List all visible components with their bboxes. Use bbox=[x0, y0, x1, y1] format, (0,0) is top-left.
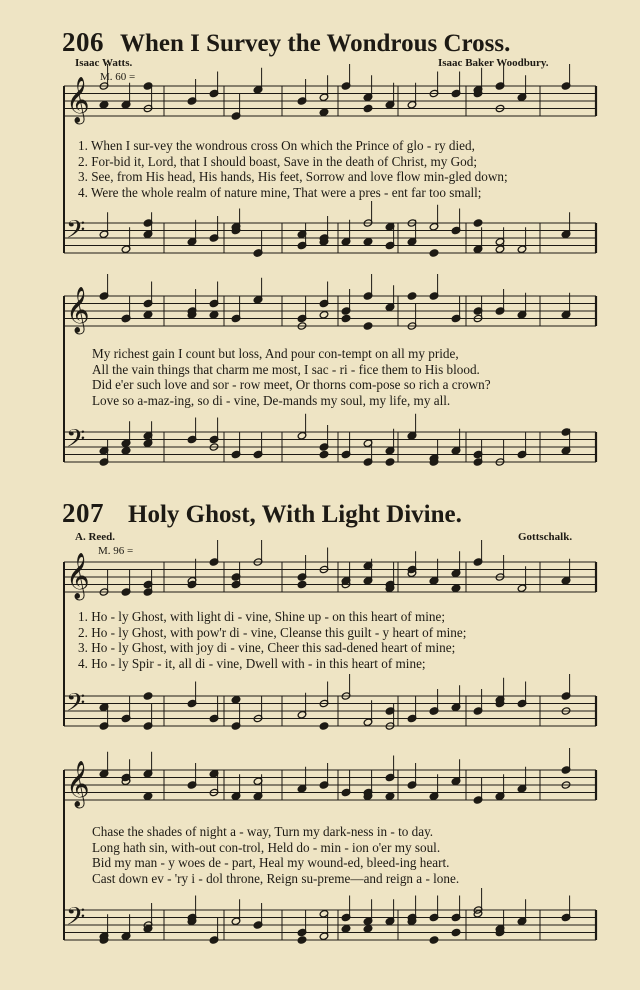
verse-line: Bid my man - y woes de - part, Heal my wound-ed, bleed-ing heart. bbox=[92, 855, 450, 871]
treble-clef-icon: 𝄞 bbox=[66, 761, 90, 807]
note-head bbox=[429, 936, 439, 944]
verse-line: Love so a-maz-ing, so di - vine, De-mands my soul, my life, my all. bbox=[92, 392, 451, 408]
note-head bbox=[363, 104, 373, 112]
verse-line: 2. For-bid it, Lord, that I should boast, Save in the death of Christ, my God; bbox=[78, 153, 477, 169]
note-head bbox=[319, 450, 329, 458]
note-head bbox=[429, 249, 439, 257]
verse-line: Did e'er such love and sor - row meet, Or thorns com-pose so rich a crown? bbox=[92, 377, 491, 393]
note-head bbox=[363, 925, 373, 933]
note-head bbox=[429, 707, 439, 715]
verse-line: 3. See, from His head, His hands, His feet, Sorrow and love flow min-gled down; bbox=[78, 169, 508, 185]
tempo-marking: M. 96 = bbox=[98, 545, 134, 557]
verse-line: Chase the shades of night a - way, Turn my dark-ness in - to day. bbox=[92, 824, 434, 839]
note-head bbox=[363, 322, 373, 330]
bass-clef-icon: 𝄢 bbox=[66, 215, 86, 251]
verse-line: 1. When I sur-vey the wondrous cross On which the Prince of glo - ry died, bbox=[78, 138, 475, 153]
note-head bbox=[473, 219, 483, 227]
verse-line: Cast down ev - 'ry i - dol throne, Reign su-preme—and reign a - lone. bbox=[92, 870, 460, 886]
note-head bbox=[385, 458, 395, 466]
bass-clef-icon: 𝄢 bbox=[66, 688, 86, 724]
verse-line: 2. Ho - ly Ghost, with pow'r di - vine, Cleanse this guilt - y heart of mine; bbox=[78, 624, 467, 640]
hymn-title: When I Survey the Wondrous Cross. bbox=[120, 30, 511, 57]
hymn-number: 206 bbox=[62, 27, 104, 57]
note-head bbox=[121, 447, 131, 455]
hymn-number: 207 bbox=[62, 498, 104, 528]
note-head bbox=[341, 314, 351, 322]
bass-clef-icon: 𝄢 bbox=[66, 424, 86, 460]
bass-clef-icon: 𝄢 bbox=[66, 902, 86, 938]
verse-line: My richest gain I count but loss, And pour con-tempt on all my pride, bbox=[92, 346, 459, 361]
note-head bbox=[451, 928, 461, 936]
note-head bbox=[121, 314, 131, 322]
note-head bbox=[297, 936, 307, 944]
note-head bbox=[319, 722, 329, 730]
verse-line: 4. Were the whole realm of nature mine, That were a pres - ent far too small; bbox=[78, 184, 482, 200]
verse-line: 1. Ho - ly Ghost, with light di - vine, Shine up - on this heart of mine; bbox=[78, 609, 446, 624]
note-head bbox=[319, 108, 329, 116]
note-head bbox=[407, 292, 417, 300]
note-head bbox=[209, 311, 219, 319]
hymn-composer: Isaac Baker Woodbury. bbox=[438, 57, 549, 69]
treble-clef-icon: 𝄞 bbox=[66, 553, 90, 599]
note-head bbox=[451, 584, 461, 592]
hymn-composer: Gottschalk. bbox=[518, 531, 573, 543]
note-head bbox=[385, 792, 395, 800]
note-head bbox=[253, 249, 263, 257]
verse-line: 3. Ho - ly Ghost, with joy di - vine, Cheer this sad-dened heart of mine; bbox=[78, 640, 456, 656]
hymn-title: Holy Ghost, With Light Divine. bbox=[128, 501, 462, 528]
note-head bbox=[143, 311, 153, 319]
note-head bbox=[363, 238, 373, 246]
hymn-author: Isaac Watts. bbox=[75, 57, 133, 69]
treble-clef-icon: 𝄞 bbox=[66, 287, 90, 333]
note-head bbox=[143, 692, 153, 700]
note-head bbox=[341, 925, 351, 933]
note-head bbox=[99, 101, 109, 109]
tempo-marking: M. 60 = bbox=[100, 71, 136, 83]
note-head bbox=[143, 792, 153, 800]
hymn-author: A. Reed. bbox=[75, 531, 116, 543]
note-head bbox=[231, 696, 241, 704]
note-head bbox=[407, 432, 417, 440]
verse-line: All the vain things that charm me most, I sac - ri - fice them to His blood. bbox=[92, 361, 480, 377]
verse-line: Long hath sin, with-out con-trol, Held do - min - ion o'er my soul. bbox=[92, 839, 441, 855]
note-head bbox=[319, 311, 329, 319]
treble-clef-icon: 𝄞 bbox=[66, 77, 90, 123]
note-head bbox=[297, 580, 307, 588]
verse-line: 4. Ho - ly Spir - it, all di - vine, Dwell with - in this heart of mine; bbox=[78, 655, 426, 671]
